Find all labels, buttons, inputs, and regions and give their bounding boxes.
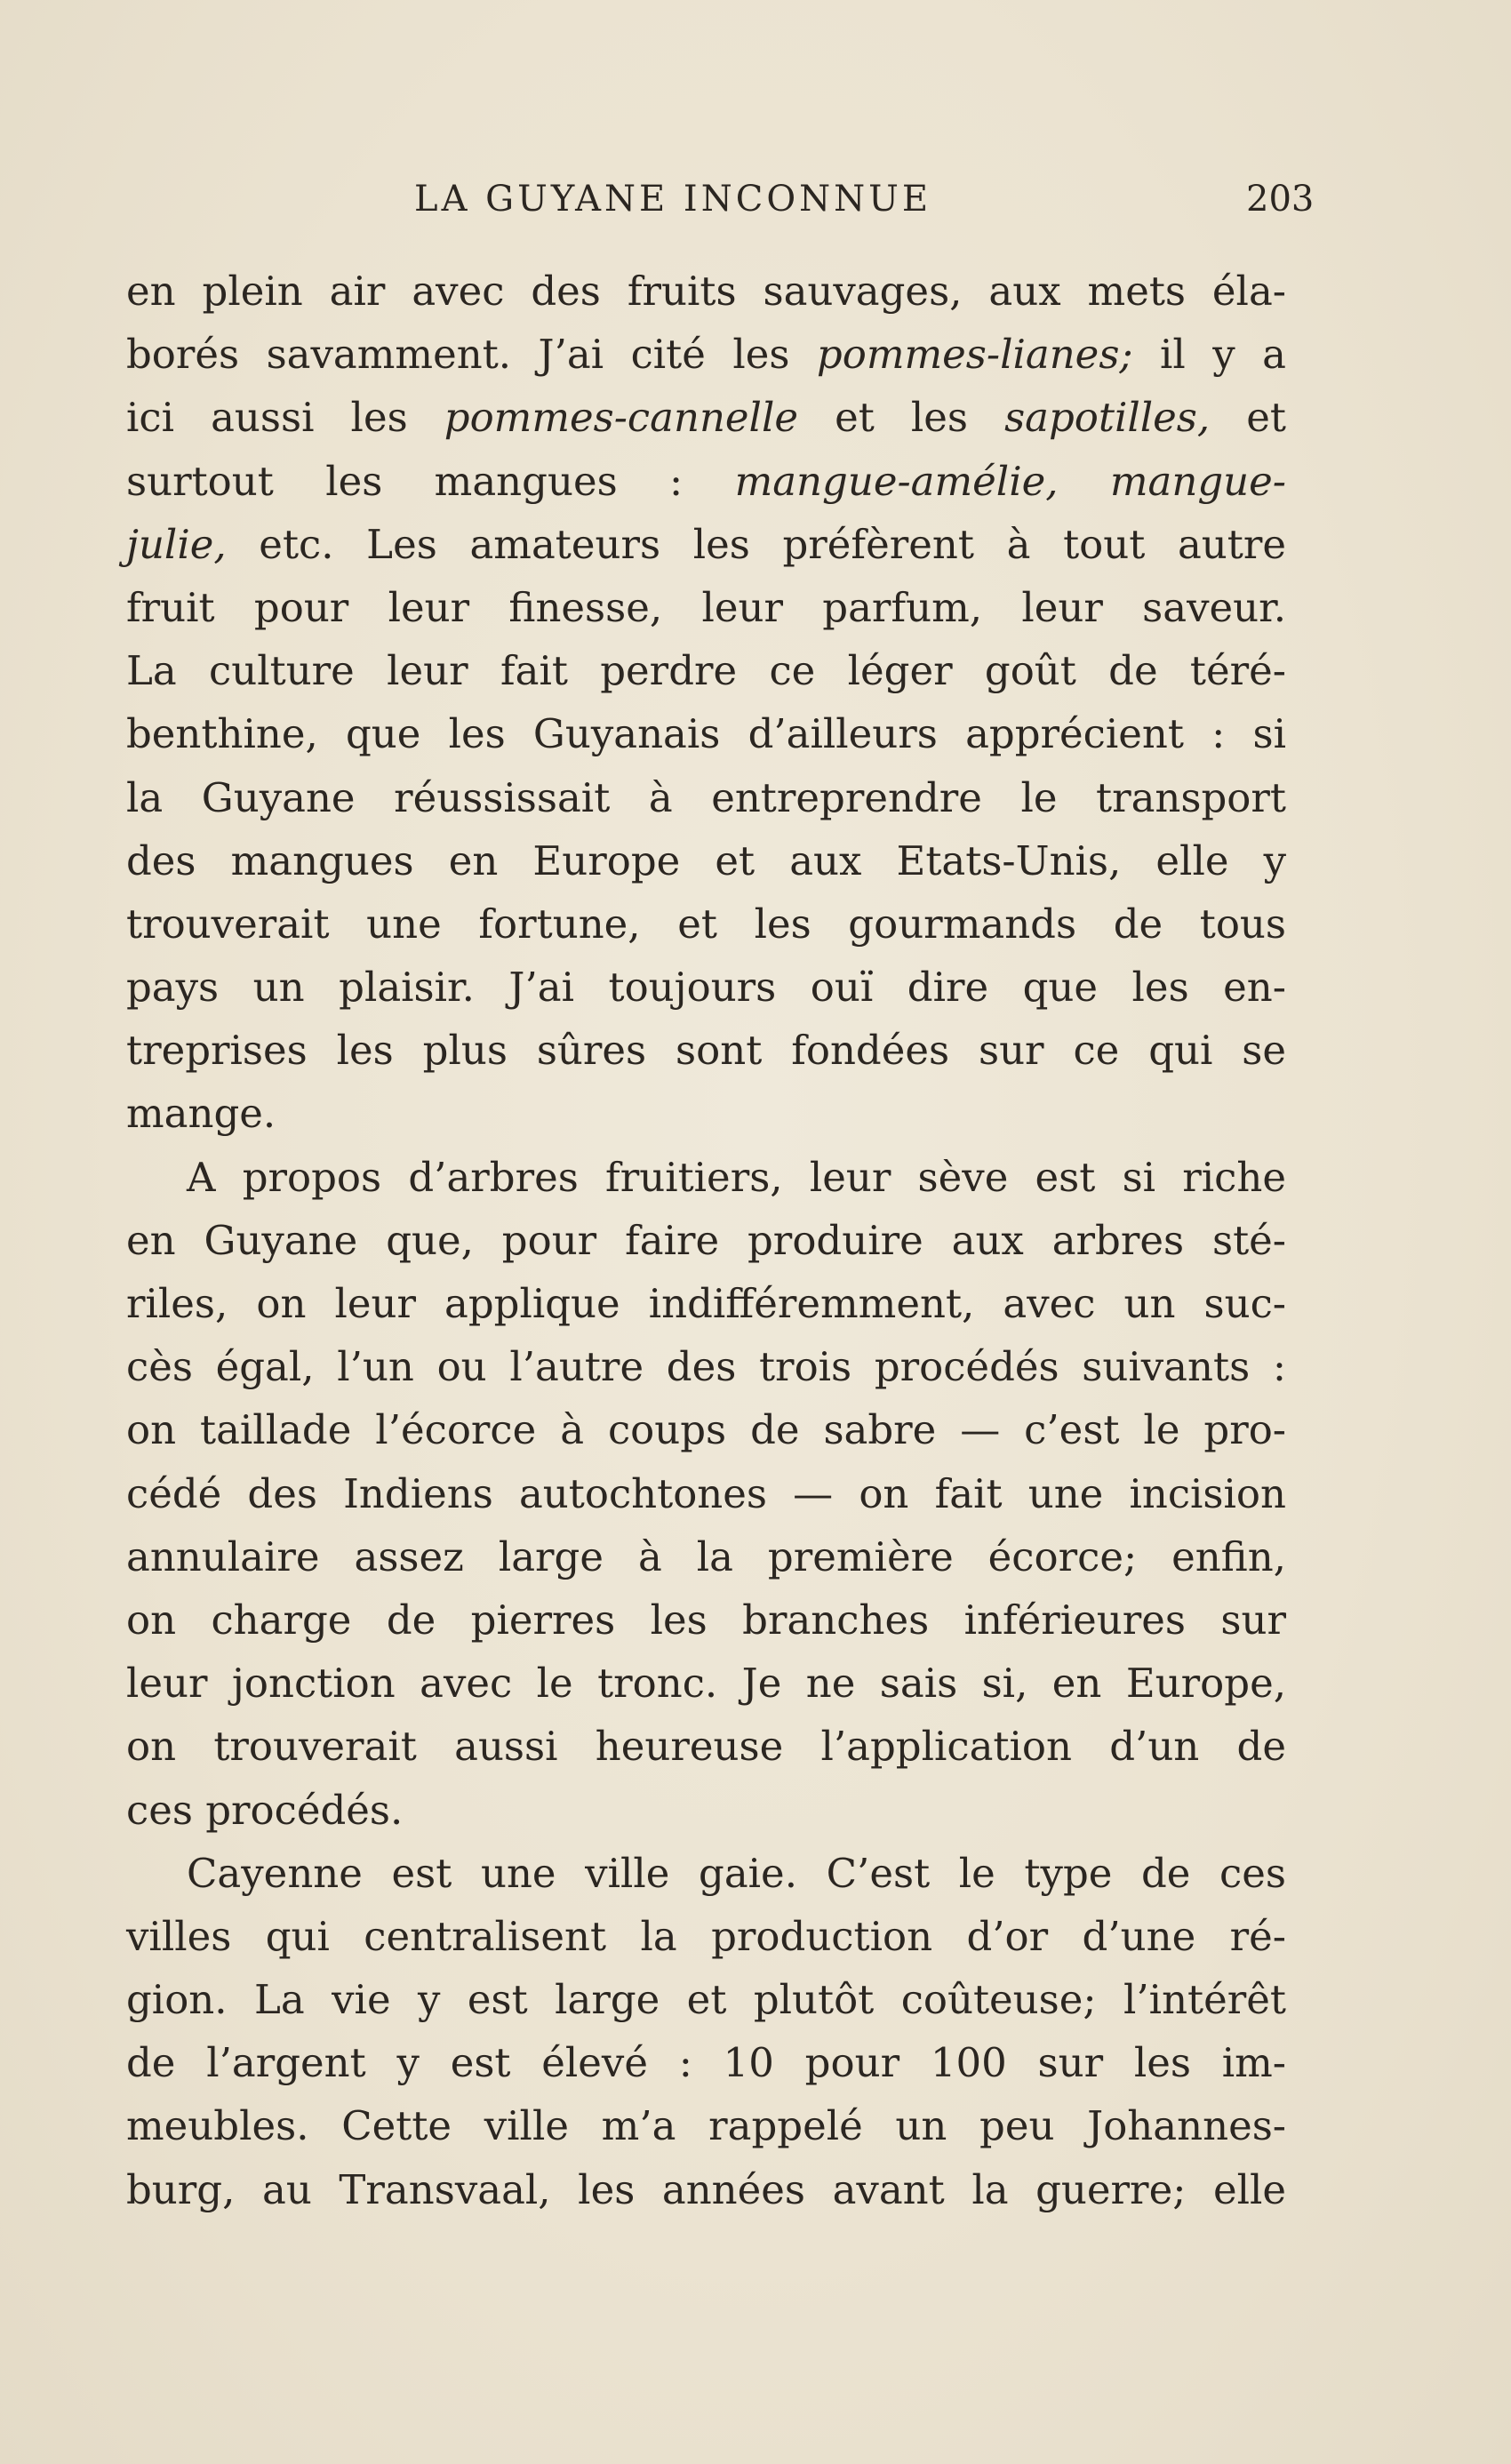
text-run: cédé des Indiens autochtones — on fait une incision [126,1469,1286,1517]
text-run: la Guyane réussissait à entreprendre le transport [126,773,1286,821]
text-line [126,1398,1286,1461]
text-run: de l’argent y est élevé : 10 pour 100 sur les im- [126,2039,1286,2087]
text-run: La culture leur fait perdre ce léger goût de téré- [126,647,1286,695]
text-run: ces procédés. [126,1786,404,1834]
page-number: 203 [1246,179,1315,220]
text-line [126,1335,1286,1398]
italic-term: pommes-lianes; [816,331,1133,379]
text-line [126,1652,1286,1715]
text-line [126,1905,1286,1968]
text-run: trouverait une fortune, et les gourmands de tous [126,900,1286,948]
text-run: mange. [126,1090,276,1138]
text-run: villes qui centralisent la production d’or d’une ré- [126,1912,1286,1960]
text-line [126,702,1286,765]
text-line [126,513,1286,576]
text-line [126,1968,1286,2031]
text-run: pays un plaisir. J’ai toujours ouï dire que les en- [126,964,1286,1012]
text-line [126,2158,1286,2221]
text-run: il y a [1132,331,1286,379]
text-line [126,260,1286,323]
text-run: gion. La vie y est large et plutôt coûteuse; l’intérêt [126,1976,1286,2024]
text-line [126,1209,1286,1272]
text-run: cès égal, l’un ou l’autre des trois procédés suivants : [126,1343,1286,1391]
italic-term: pommes-cannelle [444,394,798,442]
text-run: surtout les mangues : [126,457,735,505]
text-run: annulaire assez large à la première écorce; enfin, [126,1532,1286,1580]
text-line [126,892,1286,956]
text-line [126,323,1286,386]
text-run: meubles. Cette ville m’a rappelé un peu Johannes- [126,2102,1286,2150]
text-line [126,1779,1286,1842]
text-line [126,386,1286,449]
text-run: Cayenne est une ville gaie. C’est le type de ces [187,1849,1286,1897]
text-run: benthine, que les Guyanais d’ailleurs apprécient : si [126,710,1286,758]
text-run: on charge de pierres les branches inférieures sur [126,1596,1286,1644]
text-line [126,450,1286,513]
text-line [126,1146,1286,1209]
running-title: LA GUYANE INCONNUE [414,179,932,220]
text-run: on trouverait aussi heureuse l’application d’un de [126,1723,1286,1771]
italic-term: mangue-amélie, mangue- [734,457,1286,505]
text-line [126,1525,1286,1588]
page-header [0,174,1511,224]
text-line [126,2031,1286,2094]
text-run: en Guyane que, pour faire produire aux arbres sté- [126,1216,1286,1264]
text-line [126,1462,1286,1525]
italic-term: julie, [126,520,227,568]
text-run: borés savamment. J’ai cité les [126,331,817,379]
italic-term: sapotilles, [1004,394,1211,442]
text-line [126,1019,1286,1082]
text-run: treprises les plus sûres sont fondées sur ce qui se [126,1027,1286,1075]
text-run: et les [797,394,1005,442]
text-line [126,829,1286,892]
text-run: fruit pour leur finesse, leur parfum, leur saveur. [126,583,1286,631]
text-run: en plein air avec des fruits sauvages, aux mets éla- [126,268,1286,315]
text-line [126,1715,1286,1778]
text-line [126,639,1286,702]
text-run: on taillade l’écorce à coups de sabre — c’est le pro- [126,1406,1286,1454]
text-run: et [1210,394,1286,442]
text-line [126,1272,1286,1335]
text-line [126,2094,1286,2157]
body-text [126,260,1286,2221]
text-run: riles, on leur applique indifféremment, avec un suc- [126,1280,1286,1327]
text-run: A propos d’arbres fruitiers, leur sève est si riche [187,1153,1286,1201]
text-run: leur jonction avec le tronc. Je ne sais si, en Europe, [126,1660,1286,1708]
text-run: burg, au Transvaal, les années avant la guerre; elle [126,2165,1286,2213]
text-line [126,576,1286,639]
text-line [126,1588,1286,1652]
text-run: etc. Les amateurs les préfèrent à tout autre [226,520,1286,568]
text-run: des mangues en Europe et aux Etats-Unis, elle y [126,836,1286,884]
text-line [126,1842,1286,1905]
text-run: ici aussi les [126,394,444,442]
text-line [126,766,1286,829]
text-line [126,956,1286,1019]
text-line [126,1082,1286,1145]
